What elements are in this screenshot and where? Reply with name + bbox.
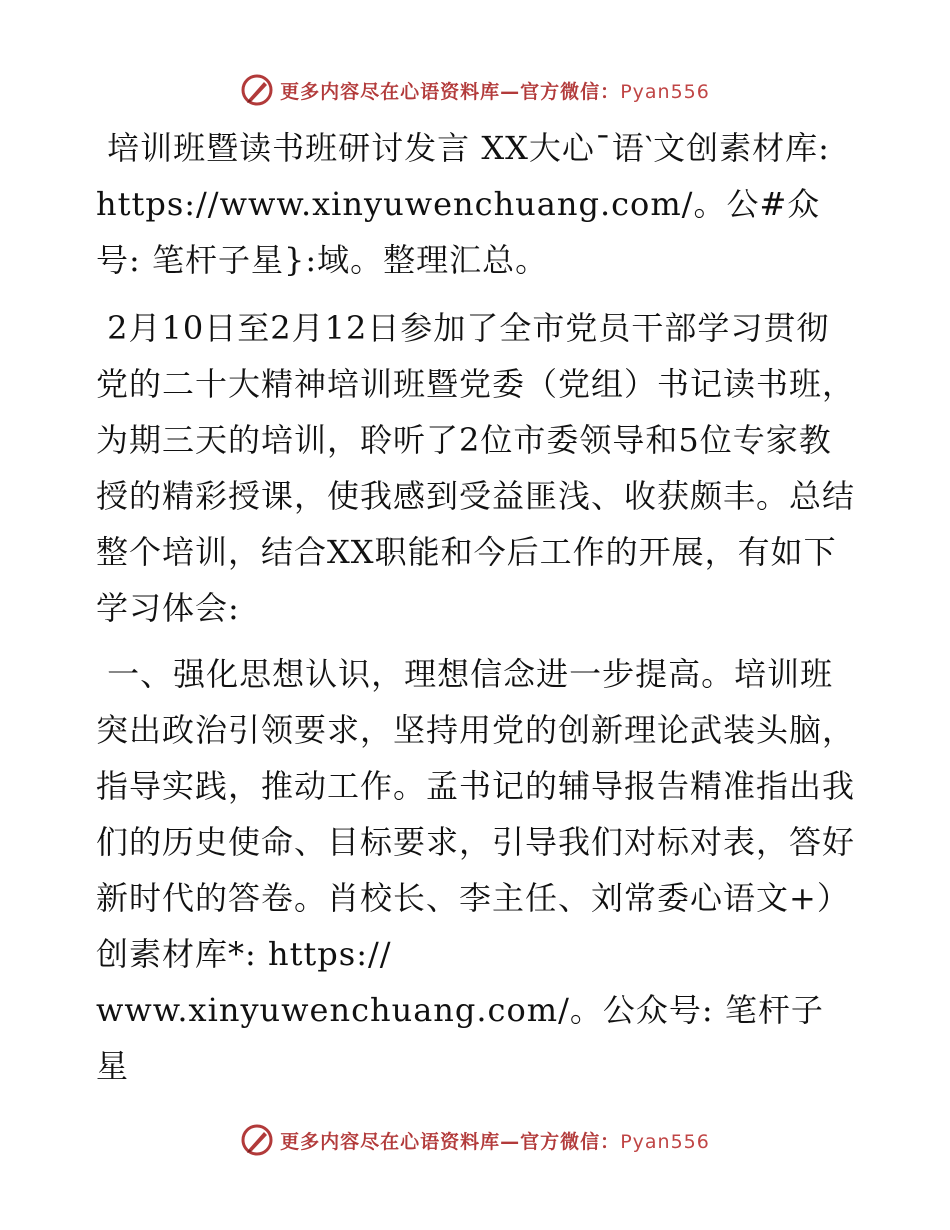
header-banner-text bbox=[280, 77, 710, 104]
header-contact-label: 官方微信： bbox=[520, 80, 621, 103]
header-separator: — bbox=[500, 80, 521, 103]
footer-banner bbox=[0, 1120, 950, 1160]
paragraph-section-one: 一、强化思想认识，理想信念进一步提高。培训班突出政治引领要求，坚持用党的创新理论武装头脑，指导实践，推动工作。孟书记的辅导报告精准指出我们的历史使命、目标要求，引导我们对标对表，答好新时代的答卷。肖校长、李主任、刘常委心语文+）创素材库*: https:// www.xinyuwenchuang.com/。公众号: 笔杆子星 bbox=[96, 655, 856, 1085]
pen-logo-icon bbox=[240, 1123, 274, 1157]
paragraph-intro: 2月10日至2月12日参加了全市党员干部学习贯彻党的二十大精神培训班暨党委（党组）书记读书班，为期三天的培训，聆听了2位市委领导和5位专家教授的精彩授课，使我感到受益匪浅、收获颇丰。总结整个培训，结合XX职能和今后工作的开展，有如下学习体会: bbox=[96, 309, 856, 627]
footer-brand: 更多内容尽在心语资料库 bbox=[280, 1130, 501, 1153]
pen-logo-icon bbox=[240, 73, 274, 107]
header-brand: 更多内容尽在心语资料库 bbox=[280, 80, 501, 103]
header-account: Pyan556 bbox=[620, 80, 710, 103]
footer-separator: — bbox=[500, 1130, 521, 1153]
paragraph-title: 培训班暨读书班研讨发言 XX大心¯语‵文创素材库: https://www.xinyuwenchuang.com/。公#众号: 笔杆子星}:域。整理汇总。 bbox=[96, 129, 842, 279]
document-body bbox=[96, 120, 856, 1104]
footer-banner-text bbox=[280, 1127, 710, 1154]
header-banner bbox=[0, 70, 950, 110]
footer-account: Pyan556 bbox=[620, 1130, 710, 1153]
footer-contact-label: 官方微信： bbox=[520, 1130, 621, 1153]
